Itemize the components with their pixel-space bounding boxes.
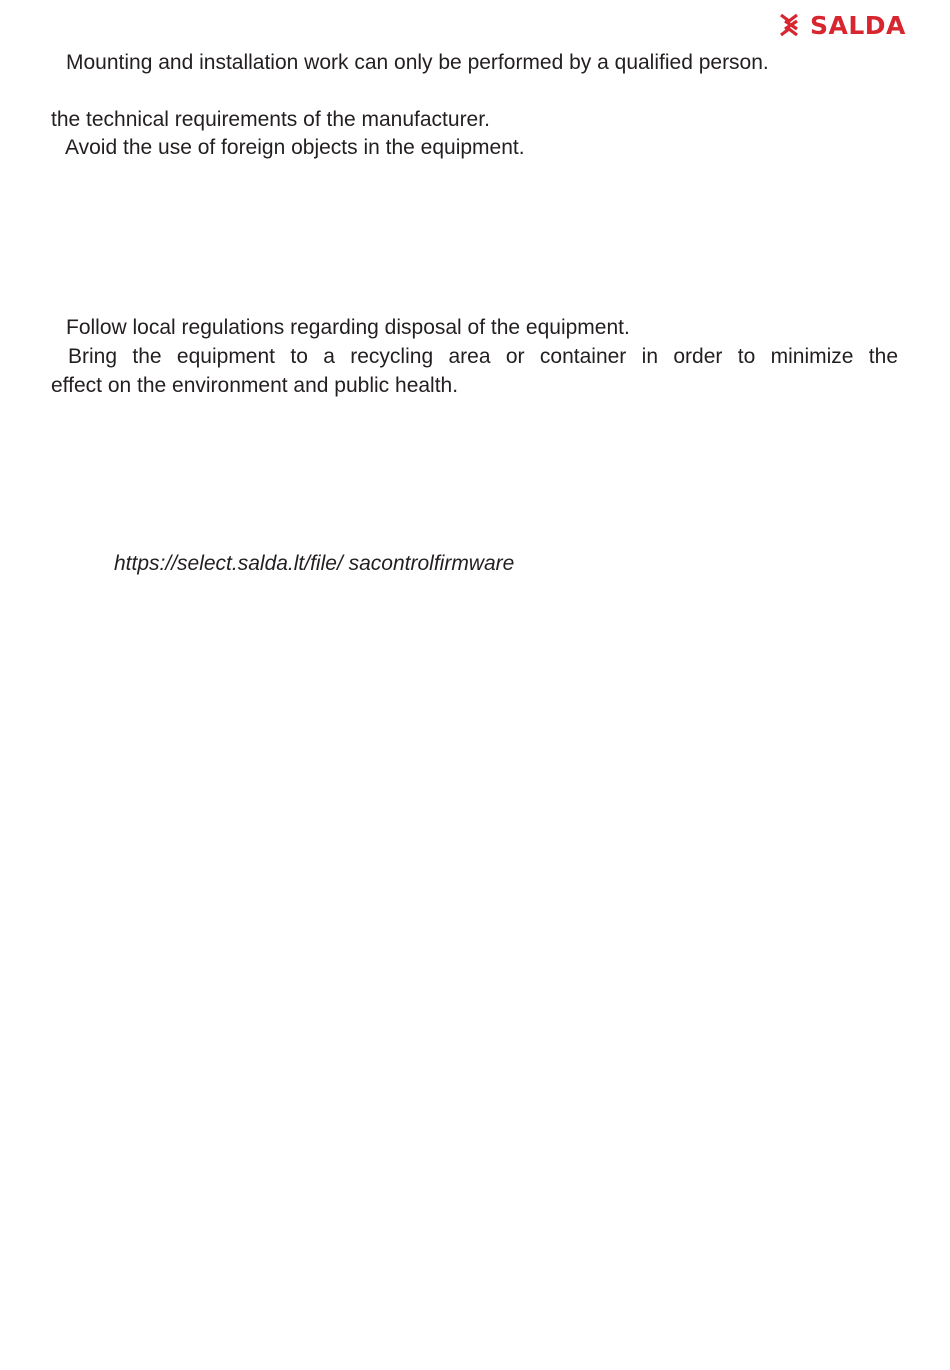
recycling-text-line-1: Bring the equipment to a recycling area or container in order to minimize the: [68, 345, 898, 368]
recycling-paragraph: [51, 342, 898, 400]
salda-logo: [778, 10, 906, 40]
disposal-text: Follow local regulations regarding disposal of the equipment.: [66, 316, 630, 339]
firmware-link[interactable]: https://select.salda.lt/file/ sacontrolfirmware: [114, 552, 515, 575]
technical-requirements-text: the technical requirements of the manufacturer.: [51, 108, 490, 131]
mounting-text: Mounting and installation work can only be performed by a qualified person.: [66, 51, 769, 74]
recycling-text-line-2: effect on the environment and public health.: [51, 374, 459, 397]
salda-chevrons-icon: [778, 12, 804, 38]
foreign-objects-text: Avoid the use of foreign objects in the equipment.: [65, 136, 525, 159]
brand-name: SALDA: [810, 10, 906, 40]
